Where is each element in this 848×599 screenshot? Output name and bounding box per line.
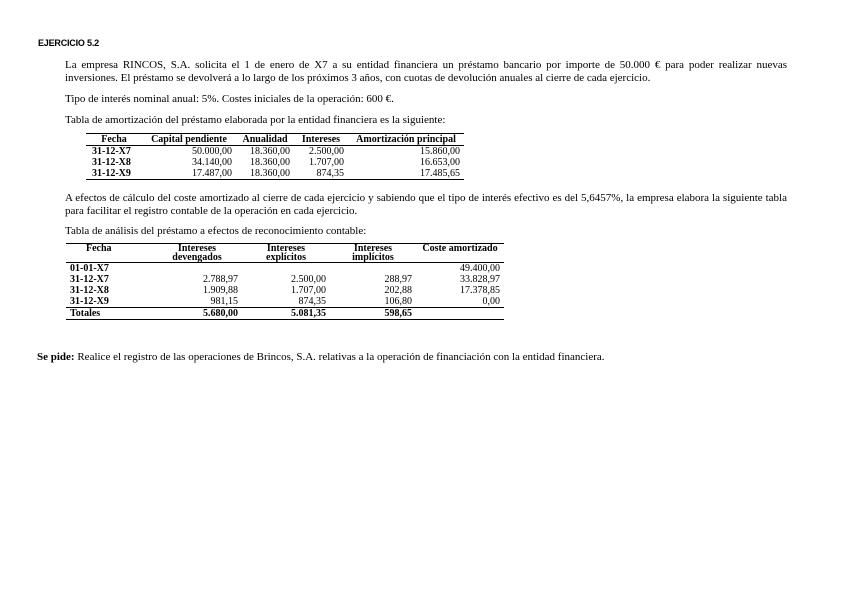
table-row	[86, 168, 464, 180]
table-cell: 31-12-X7	[70, 274, 109, 285]
table-cell: 50.000,00	[192, 146, 232, 157]
table-cell	[330, 263, 416, 275]
interest-paragraph: Tipo de interés nominal anual: 5%. Costes iniciales de la operación: 600 €.	[65, 93, 394, 105]
table-row	[66, 263, 504, 275]
table-cell	[242, 263, 330, 275]
table-cell: 2.788,97	[203, 274, 238, 285]
column-header: Anualidad	[236, 134, 294, 146]
table-cell: 16.653,00	[420, 157, 460, 168]
table-cell: 1.707,00	[309, 157, 344, 168]
table-cell: 34.140,00	[192, 157, 232, 168]
task-text: Realice el registro de las operaciones de Brincos, S.A. relativas a la operación de financiación con la entidad financiera.	[74, 351, 605, 363]
table-cell: 874,35	[294, 168, 348, 180]
column-header: Fecha	[86, 134, 142, 146]
amortization-table	[86, 133, 464, 180]
table-cell: 106,80	[384, 296, 412, 307]
table-cell: 01-01-X7	[70, 263, 109, 274]
table-cell: 17.485,65	[348, 168, 464, 180]
table-cell: 31-12-X8	[70, 285, 109, 296]
table-cell: 202,88	[384, 285, 412, 296]
table-cell: 49.400,00	[460, 263, 500, 274]
table-row	[86, 157, 464, 168]
table-cell: 0,00	[482, 296, 500, 307]
table-cell: 31-12-X9	[86, 168, 142, 180]
table-cell: 33.828,97	[460, 274, 500, 285]
table-cell: 18.360,00	[250, 146, 290, 157]
table-header-row	[66, 244, 504, 263]
table-cell: 18.360,00	[250, 157, 290, 168]
task-label: Se pide:	[37, 351, 75, 363]
column-header: Intereses devengados	[152, 244, 242, 263]
table-cell: 17.378,85	[460, 285, 500, 296]
column-header: Intereses explícitos	[242, 244, 330, 263]
table-cell: 31-12-X9	[70, 296, 109, 307]
table-cell: 15.860,00	[420, 146, 460, 157]
table-cell: 31-12-X7	[92, 146, 131, 157]
effective-rate-paragraph: A efectos de cálculo del coste amortizado al cierre de cada ejercicio y sabiendo que el tipo de interés efectivo es del 5,6457%, la empresa elabora la siguiente tabla para facilitar el registro contable de la operación en cada ejercicio.	[65, 192, 787, 217]
column-header: Capital pendiente	[142, 134, 236, 146]
column-header: Intereses implícitos	[330, 244, 416, 263]
table-row	[66, 296, 504, 308]
exercise-title: EJERCICIO 5.2	[38, 38, 99, 48]
table-cell: 1.909,88	[203, 285, 238, 296]
accounting-analysis-table	[66, 243, 504, 320]
table-cell	[152, 263, 242, 275]
table-row	[66, 285, 504, 296]
table-cell	[416, 308, 504, 320]
table-cell: 2.500,00	[309, 146, 344, 157]
table-cell: 598,65	[330, 308, 416, 320]
intro-paragraph: La empresa RINCOS, S.A. solicita el 1 de enero de X7 a su entidad financiera un préstamo bancario por importe de 50.000 € para poder realizar nuevas inversiones. El préstamo se devolverá a lo largo de los próximos 3 años, con cuotas de devolución anuales al cierre de cada ejercicio.	[65, 59, 787, 84]
table-cell: 2.500,00	[291, 274, 326, 285]
column-header: Fecha	[66, 244, 152, 263]
table-row	[66, 274, 504, 285]
task-statement	[37, 351, 605, 363]
table-cell: 981,15	[210, 296, 238, 307]
column-header: Coste amortizado	[416, 244, 504, 263]
table-row	[86, 146, 464, 158]
table-cell: 874,35	[298, 296, 326, 307]
table1-caption: Tabla de amortización del préstamo elaborada por la entidad financiera es la siguiente:	[65, 114, 446, 126]
table-cell: Totales	[66, 308, 152, 320]
table-cell: 17.487,00	[142, 168, 236, 180]
table-cell: 31-12-X8	[92, 157, 131, 168]
column-header: Amortización principal	[348, 134, 464, 146]
table-header-row	[86, 134, 464, 146]
table-cell: 1.707,00	[291, 285, 326, 296]
totals-row	[66, 308, 504, 320]
table-cell: 5.680,00	[152, 308, 242, 320]
table-cell: 288,97	[384, 274, 412, 285]
table-cell: 18.360,00	[236, 168, 294, 180]
table-cell: 5.081,35	[242, 308, 330, 320]
column-header: Intereses	[294, 134, 348, 146]
table2-caption: Tabla de análisis del préstamo a efectos de reconocimiento contable:	[65, 225, 367, 237]
